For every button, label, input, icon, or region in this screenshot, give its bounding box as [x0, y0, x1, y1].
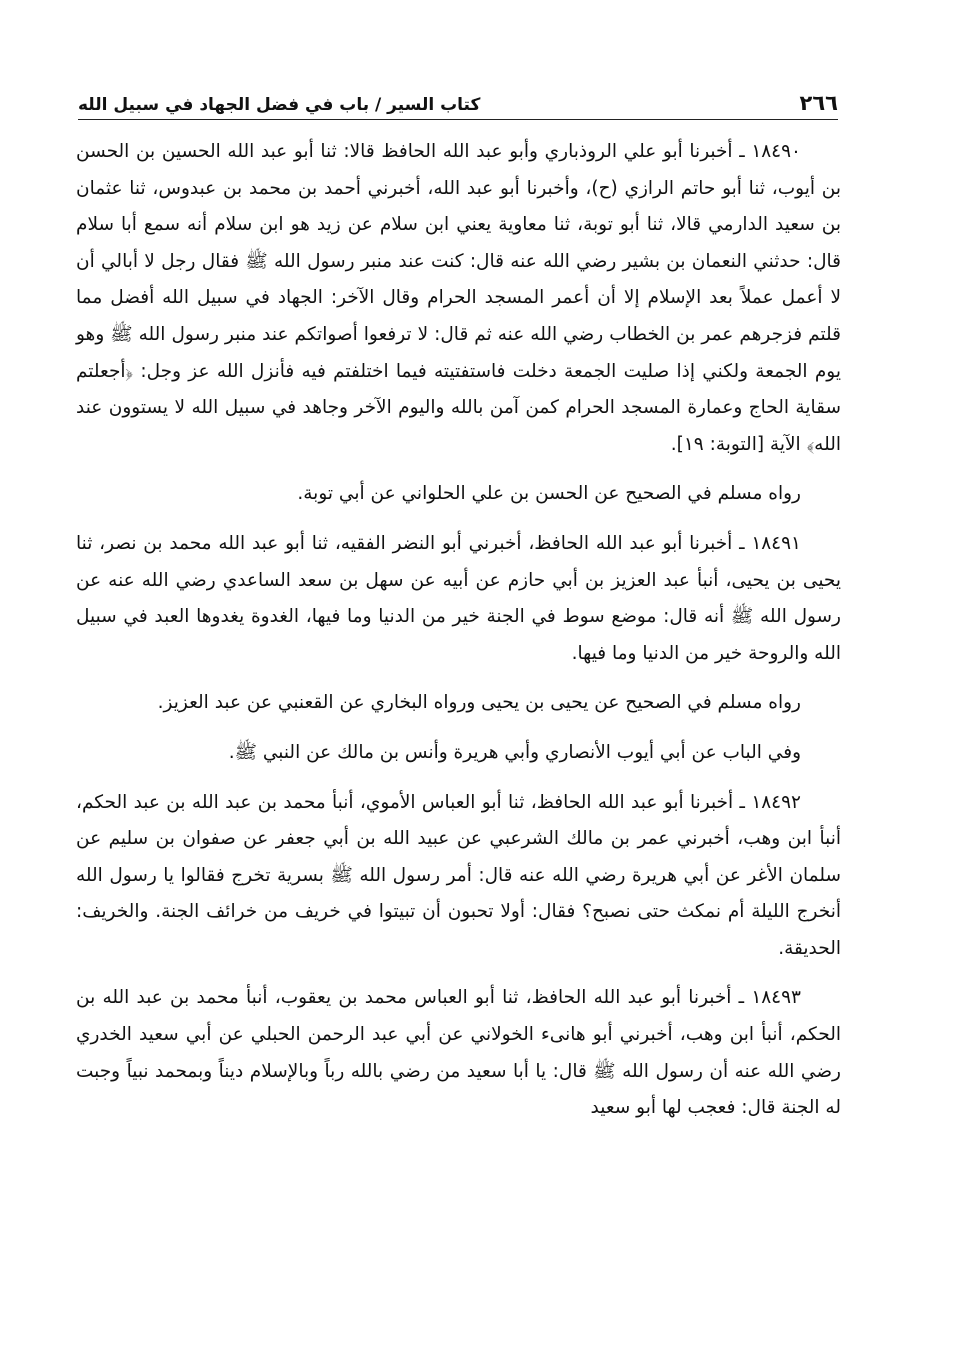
hadith-18493: ١٨٤٩٣ ـ أخبرنا أبو عبد الله الحافظ، ثنا أبو العباس محمد بن يعقوب، أنبأ محمد بن عبد الله بن الحكم، أنبأ ابن وهب، أخبرني أبو هانىء الخولاني عن أبي عبد الرحمن الحبلي عن أبي سعيد الخدري رضي الله عنه أن رسول الله ﷺ قال: يا أبا سعيد من رضي بالله رباً وبالإسلام ديناً وبمحمد نبياً وجبت له الجنة قال: فعجب لها أبو سعيد — [76, 987, 841, 1119]
page-number: ٢٦٦ — [799, 91, 838, 115]
hadith-18492: ١٨٤٩٢ ـ أخبرنا أبو عبد الله الحافظ، ثنا أبو العباس الأموي، أنبأ محمد بن عبد الله بن عبد الحكم، أنبأ ابن وهب، أخبرني عمر بن مالك الشرعبي عن عبيد الله بن أبي جعفر عن صفوان بن سليم عن سلمان الأغر عن أبي هريرة رضي الله عنه قال: أمر رسول الله ﷺ بسرية تخرج فقالوا يا رسول الله أنخرج الليلة أم نمكث حتى نصبح؟ فقال: أولا تحبون أن تبيتوا في خريف من خرائف الجنة. والخريف: الحديقة. — [76, 791, 841, 959]
hadith-18491: ١٨٤٩١ ـ أخبرنا أبو عبد الله الحافظ، أخبرني أبو النضر الفقيه، ثنا أبو عبد الله محمد بن نصر، ثنا يحيى بن يحيى، أنبأ عبد العزيز بن أبي حازم عن أبيه عن سهل بن سعد الساعدي رضي الله عنه عن رسول الله ﷺ أنه قال: موضع سوط في الجنة خير من الدنيا وما فيها، الغدوة يغدوها العبد في سبيل الله والروحة خير من الدنيا وما فيها. — [76, 532, 841, 664]
body-text — [76, 134, 841, 1140]
chapter-title: كتاب السير / باب في فضل الجهاد في سبيل الله — [78, 95, 481, 115]
narration-note-2: رواه مسلم في الصحيح عن يحيى بن يحيى ورواه البخاري عن القعنبي عن عبد العزيز. — [157, 692, 801, 714]
narration-note-1: رواه مسلم في الصحيح عن الحسن بن علي الحلواني عن أبي توبة. — [297, 483, 801, 505]
hadith-18490: ١٨٤٩٠ ـ أخبرنا أبو علي الروذباري وأبو عبد الله الحافظ قالا: ثنا أبو عبد الله الحسين بن الحسن بن أيوب، ثنا أبو حاتم الرازي (ح)، وأخبرنا أبو عبد الله، أخبرني أحمد بن محمد بن عبدوس، ثنا عثمان بن سعيد الدارمي قالا، ثنا أبو توبة، ثنا معاوية يعني ابن سلام عن زيد هو ابن سلام أنه سمع أبا سلام قال: حدثني النعمان بن بشير رضي الله عنه قال: كنت عند منبر رسول الله ﷺ فقال رجل لا أبالي أن لا أعمل عملاً بعد الإسلام إلا أن أعمر المسجد الحرام وقال الآخر: الجهاد في سبيل الله أفضل مما قلتم فزجرهم عمر بن الخطاب رضي الله عنه ثم قال: لا ترفعوا أصواتكم عند منبر رسول الله ﷺ وهو يوم الجمعة ولكني إذا صليت الجمعة دخلت فاستفتيته فيما اختلفتم فيه فأنزل الله عز وجل: ﴿أجعلتم سقاية الحاج وعمارة المسجد الحرام كمن آمن بالله واليوم الآخر وجاهد في سبيل الله لا يستوون عند الله﴾ الآية [التوبة: ١٩]. — [76, 141, 841, 455]
running-header — [78, 86, 838, 120]
chapter-note: وفي الباب عن أبي أيوب الأنصاري وأبي هريرة وأنس بن مالك عن النبي ﷺ. — [228, 741, 801, 763]
